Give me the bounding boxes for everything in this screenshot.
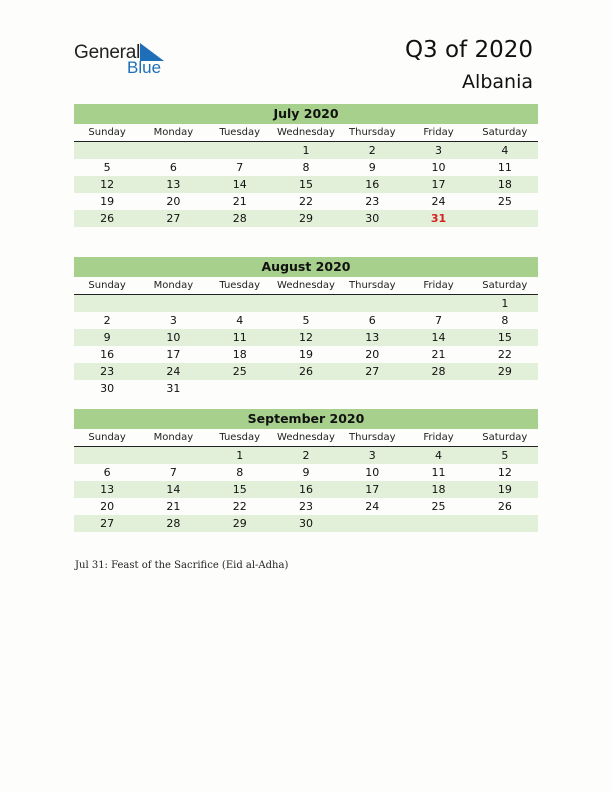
day-cell: 30 — [365, 212, 380, 225]
day-cell: 3 — [368, 449, 376, 462]
weekday-label: Wednesday — [277, 280, 335, 291]
day-cell: 24 — [431, 195, 446, 208]
weekday-label: Saturday — [482, 432, 528, 443]
weekday-label: Saturday — [482, 127, 528, 138]
day-cell: 22 — [232, 500, 247, 513]
day-cell: 29 — [497, 365, 512, 378]
day-cell: 5 — [501, 449, 509, 462]
day-cell — [140, 447, 206, 464]
day-cell: 29 — [298, 212, 313, 225]
day-cell: 27 — [365, 365, 380, 378]
day-cell: 7 — [435, 314, 443, 327]
day-cell: 28 — [166, 517, 181, 530]
weekday-header-row — [74, 277, 538, 295]
day-cell: 17 — [166, 348, 181, 361]
quarter-title: Q3 of 2020 — [404, 37, 533, 63]
week-row — [74, 481, 538, 498]
day-cell — [74, 295, 140, 312]
day-cell: 25 — [232, 365, 247, 378]
day-cell: 28 — [431, 365, 446, 378]
day-cell: 12 — [497, 466, 512, 479]
day-cell: 9 — [103, 331, 111, 344]
week-row — [74, 142, 538, 159]
week-row — [74, 193, 538, 210]
day-cell: 27 — [100, 517, 115, 530]
day-cell: 19 — [497, 483, 512, 496]
weekday-label: Thursday — [349, 432, 396, 443]
month-header: August 2020 — [74, 257, 538, 277]
holiday-note: Jul 31: Feast of the Sacrifice (Eid al-Adha) — [75, 560, 289, 571]
month-september — [74, 409, 538, 532]
day-cell: 12 — [298, 331, 313, 344]
weekday-label: Monday — [153, 280, 194, 291]
weekday-label: Tuesday — [219, 127, 261, 138]
day-cell: 14 — [431, 331, 446, 344]
week-row — [74, 515, 538, 532]
day-cell: 3 — [169, 314, 177, 327]
day-cell: 15 — [232, 483, 247, 496]
week-row — [74, 210, 538, 227]
weekday-label: Friday — [423, 432, 454, 443]
day-cell: 17 — [365, 483, 380, 496]
day-cell: 9 — [302, 466, 310, 479]
day-cell: 20 — [100, 500, 115, 513]
day-cell: 13 — [166, 178, 181, 191]
day-cell: 14 — [232, 178, 247, 191]
day-cell: 31 — [166, 382, 181, 395]
day-cell: 10 — [365, 466, 380, 479]
week-row — [74, 346, 538, 363]
country-name: Albania — [462, 71, 533, 93]
day-cell: 6 — [169, 161, 177, 174]
day-cell: 30 — [298, 517, 313, 530]
weekday-label: Thursday — [349, 127, 396, 138]
day-cell: 15 — [497, 331, 512, 344]
day-cell: 18 — [431, 483, 446, 496]
day-cell: 8 — [501, 314, 509, 327]
day-cell — [472, 380, 538, 397]
week-row — [74, 380, 538, 397]
day-cell: 4 — [236, 314, 244, 327]
day-cell: 15 — [298, 178, 313, 191]
day-cell: 13 — [365, 331, 380, 344]
day-cell: 22 — [298, 195, 313, 208]
week-row — [74, 176, 538, 193]
day-cell: 26 — [497, 500, 512, 513]
day-cell — [405, 295, 471, 312]
weekday-label: Monday — [153, 432, 194, 443]
day-cell: 4 — [501, 144, 509, 157]
weekday-label: Friday — [423, 127, 454, 138]
day-cell: 1 — [501, 297, 509, 310]
logo-blue-text: Blue — [127, 58, 162, 77]
day-cell: 20 — [166, 195, 181, 208]
day-cell: 7 — [236, 161, 244, 174]
day-cell: 18 — [232, 348, 247, 361]
day-cell: 21 — [431, 348, 446, 361]
day-cell: 2 — [302, 449, 310, 462]
day-cell — [273, 380, 339, 397]
day-cell: 26 — [298, 365, 313, 378]
day-cell: 26 — [100, 212, 115, 225]
day-cell: 25 — [431, 500, 446, 513]
day-cell: 12 — [100, 178, 115, 191]
day-cell: 19 — [298, 348, 313, 361]
day-cell: 16 — [100, 348, 115, 361]
day-cell: 11 — [232, 331, 247, 344]
week-row — [74, 295, 538, 312]
day-cell — [405, 380, 471, 397]
day-cell — [472, 210, 538, 227]
weekday-header-row — [74, 429, 538, 447]
day-cell: 25 — [497, 195, 512, 208]
day-cell: 2 — [103, 314, 111, 327]
day-cell: 13 — [100, 483, 115, 496]
day-cell — [472, 515, 538, 532]
day-cell: 10 — [166, 331, 181, 344]
week-row — [74, 447, 538, 464]
week-row — [74, 464, 538, 481]
day-cell: 9 — [368, 161, 376, 174]
day-cell: 17 — [431, 178, 446, 191]
day-cell — [405, 515, 471, 532]
week-row — [74, 329, 538, 346]
day-cell — [273, 295, 339, 312]
day-cell — [140, 295, 206, 312]
weekday-label: Tuesday — [219, 432, 261, 443]
day-cell — [339, 295, 405, 312]
day-cell: 10 — [431, 161, 446, 174]
weekday-label: Sunday — [88, 432, 126, 443]
day-cell: 20 — [365, 348, 380, 361]
day-cell — [207, 142, 273, 159]
weekday-label: Monday — [153, 127, 194, 138]
day-cell: 11 — [497, 161, 512, 174]
day-cell: 28 — [232, 212, 247, 225]
day-cell: 5 — [302, 314, 310, 327]
day-cell — [74, 142, 140, 159]
day-cell: 8 — [302, 161, 310, 174]
weekday-label: Wednesday — [277, 127, 335, 138]
day-cell: 23 — [100, 365, 115, 378]
day-cell — [74, 447, 140, 464]
day-cell: 6 — [368, 314, 376, 327]
day-cell: 21 — [232, 195, 247, 208]
weekday-label: Saturday — [482, 280, 528, 291]
day-cell: 7 — [169, 466, 177, 479]
weekday-label: Wednesday — [277, 432, 335, 443]
week-row — [74, 363, 538, 380]
day-cell: 24 — [166, 365, 181, 378]
day-cell: 23 — [365, 195, 380, 208]
month-header: July 2020 — [74, 104, 538, 124]
month-july — [74, 104, 538, 227]
month-august — [74, 257, 538, 397]
weekday-label: Tuesday — [219, 280, 261, 291]
day-cell — [339, 515, 405, 532]
day-cell: 16 — [298, 483, 313, 496]
day-cell: 2 — [368, 144, 376, 157]
day-cell: 19 — [100, 195, 115, 208]
weekday-label: Sunday — [88, 280, 126, 291]
day-cell: 6 — [103, 466, 111, 479]
day-cell: 5 — [103, 161, 111, 174]
day-cell: 22 — [497, 348, 512, 361]
day-cell: 4 — [435, 449, 443, 462]
day-cell: 24 — [365, 500, 380, 513]
day-cell — [207, 295, 273, 312]
week-row — [74, 312, 538, 329]
day-cell — [339, 380, 405, 397]
weekday-label: Sunday — [88, 127, 126, 138]
day-cell: 29 — [232, 517, 247, 530]
holiday-day-cell: 31 — [430, 212, 447, 225]
day-cell: 21 — [166, 500, 181, 513]
month-header: September 2020 — [74, 409, 538, 429]
day-cell: 14 — [166, 483, 181, 496]
day-cell: 1 — [236, 449, 244, 462]
day-cell: 1 — [302, 144, 310, 157]
weekday-header-row — [74, 124, 538, 142]
day-cell: 3 — [435, 144, 443, 157]
day-cell: 30 — [100, 382, 115, 395]
day-cell: 16 — [365, 178, 380, 191]
weekday-label: Thursday — [349, 280, 396, 291]
week-row — [74, 498, 538, 515]
day-cell — [207, 380, 273, 397]
day-cell: 18 — [497, 178, 512, 191]
weekday-label: Friday — [423, 280, 454, 291]
company-logo — [74, 42, 174, 78]
day-cell: 8 — [236, 466, 244, 479]
day-cell — [140, 142, 206, 159]
day-cell: 11 — [431, 466, 446, 479]
day-cell: 27 — [166, 212, 181, 225]
week-row — [74, 159, 538, 176]
logo-general-text: General — [74, 42, 141, 63]
day-cell: 23 — [298, 500, 313, 513]
